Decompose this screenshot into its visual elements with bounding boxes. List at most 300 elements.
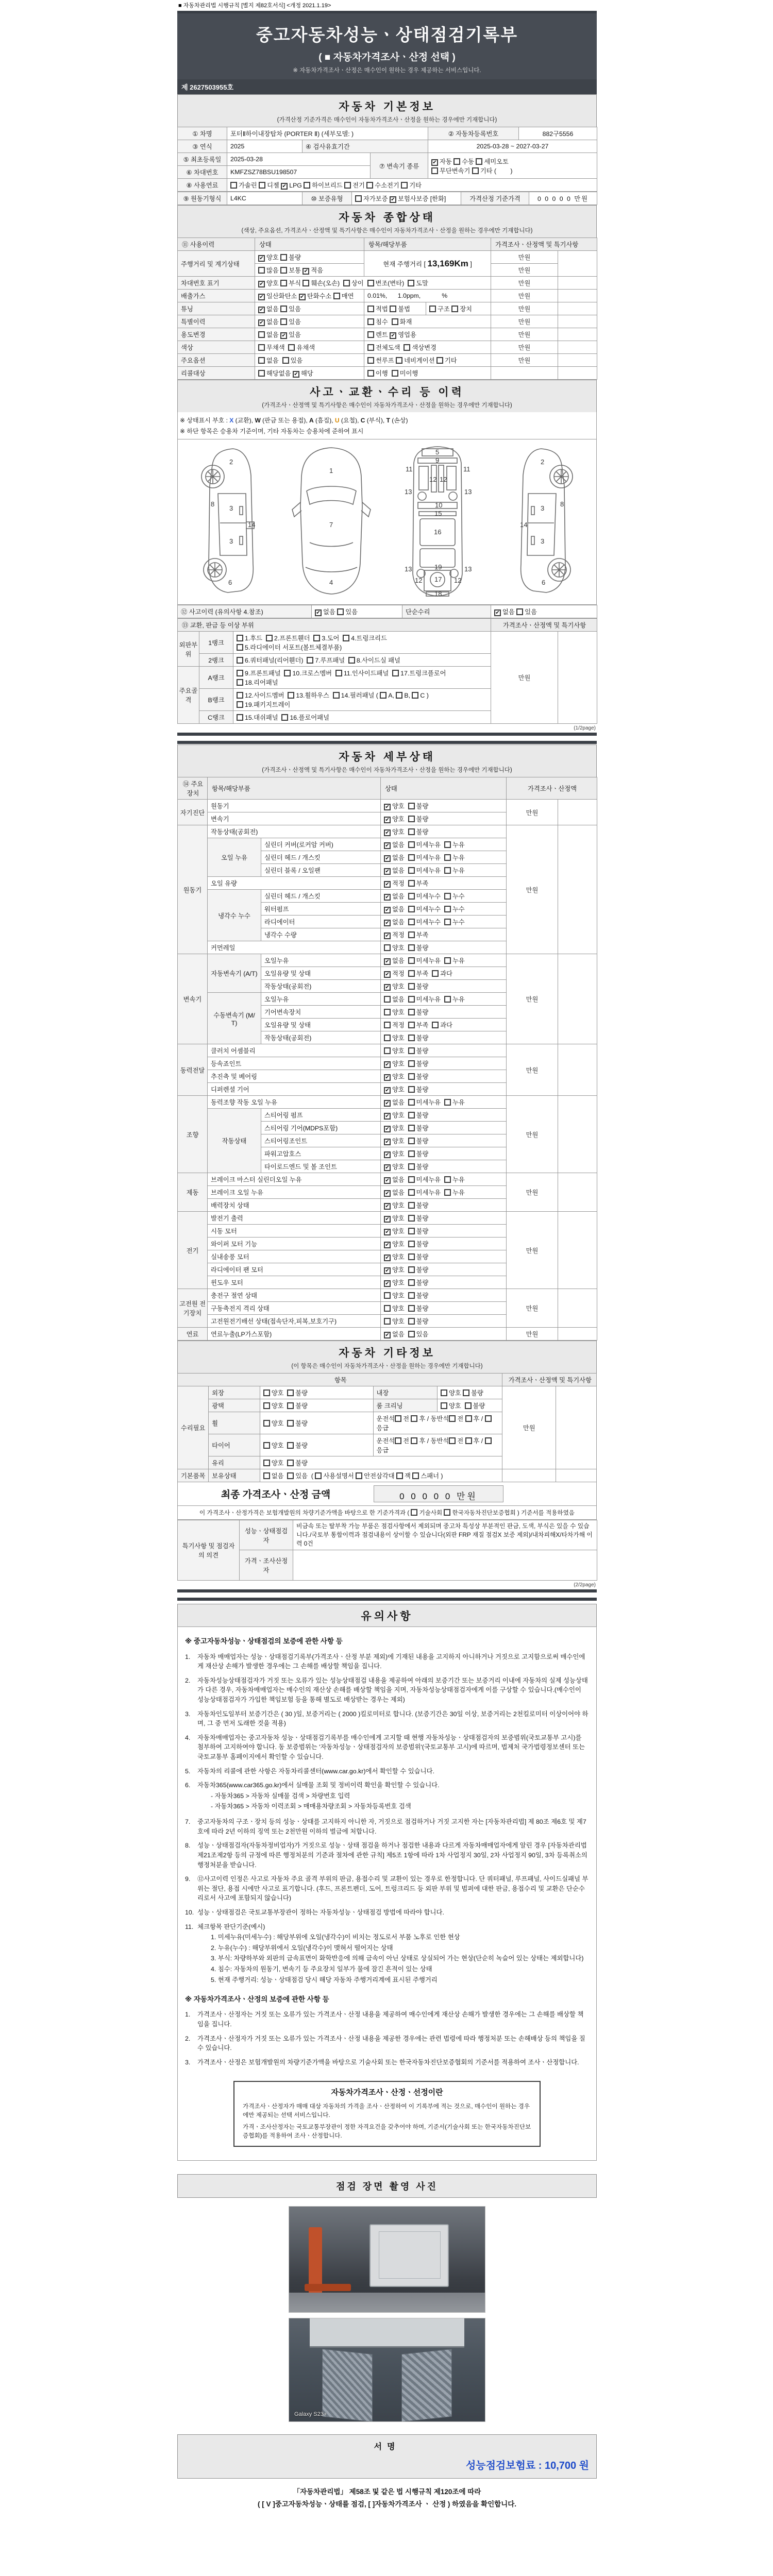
row-label: 특별이력	[178, 315, 255, 328]
comprehensive-subtitle: (색상, 주요옵션, 가격조사ㆍ산정액 및 특기사항은 매수인이 자동차가격조사ㆍ산정을 원하는 경우에만 기재합니다)	[241, 228, 533, 234]
engine-label: ⑨ 원동기형식	[178, 192, 227, 205]
checkbox-unchecked-icon	[476, 158, 482, 165]
col-item-part: 항목/해당부품	[364, 238, 491, 251]
notice-item-text: 자동차매매업자는 중고자동차 성능ㆍ상태점검기록부를 매수인에게 고지할 때 현행 자동차성능ㆍ상태점검자의 보증범위(국토교통부 고시)를 첨부하여 고지하여야 합니다. 동 보증범위는 '자동차성능ㆍ상태점검자의 보증범위'(국토교통부 고시)에 따르며, 법제처 국가법령정보센터 또는 국토교통부 홈페이지에서 확인할 수 있습니다.	[197, 1734, 585, 1761]
comprehensive-grid	[177, 238, 597, 380]
checkbox-unchecked-icon	[408, 1305, 415, 1312]
note-cell	[558, 1212, 597, 1289]
notice-item	[185, 1676, 589, 1705]
sub-group-label: 냉각수 누수	[208, 890, 261, 941]
state-checks: 적정 부족 과다	[381, 1019, 507, 1031]
note-cell	[558, 328, 597, 341]
comprehensive-title: 자동차 종합상태	[339, 212, 435, 224]
checkbox-unchecked-icon	[408, 854, 415, 861]
item-label: 고전원전기배선 상태(접속단자,피복,보호기구)	[208, 1315, 381, 1328]
checkbox-unchecked-icon	[367, 344, 374, 351]
car-diagram-underbody	[386, 445, 489, 599]
notice-item-text: 가격조사ㆍ산정은 보험개발원의 차량기준가액을 바탕으로 기술사회 또는 한국자동차진단보증협회의 기준서를 적용하여 조사ㆍ산정합니다.	[197, 2058, 579, 2066]
checkbox-checked-icon: ✔	[384, 920, 391, 926]
checkbox-unchecked-icon	[411, 1509, 417, 1516]
notice-item-number: 7.	[185, 1818, 191, 1826]
checkbox-unchecked-icon	[444, 867, 451, 874]
code-X: X	[229, 417, 234, 424]
checkbox-unchecked-icon	[237, 714, 243, 721]
item-label: 오일유량 및 상태	[261, 967, 381, 980]
checkbox-unchecked-icon	[412, 692, 418, 699]
checkbox-unchecked-icon	[408, 1150, 415, 1157]
checkbox-unchecked-icon	[348, 657, 355, 664]
svg-text:12: 12	[440, 476, 447, 483]
notice-heading: ※ 중고자동차성능ㆍ상태점검의 보증에 관한 사항 등	[185, 1637, 343, 1646]
state-checks: ✔ 없음 미세누수 누수	[381, 890, 507, 903]
definition-line-2: 가격ㆍ조사산정자는 국토교통부장관이 정한 자격요건을 갖추어야 하며, 기준서(기술사회 또는 한국자동차진단보증협회)를 적용하여 조사ㆍ산정합니다.	[243, 2123, 531, 2140]
checkbox-unchecked-icon	[444, 1189, 451, 1196]
row-checks: 없음 있음	[255, 354, 364, 367]
note-cell	[558, 800, 597, 825]
lift-ramp-left	[322, 2348, 373, 2421]
note-cell	[558, 341, 597, 354]
item-label: 작동상태(공회전)	[261, 1031, 381, 1044]
other-info-subtitle: (이 항목은 매수인이 자동차가격조사ㆍ산정을 원하는 경우에만 기재합니다)	[291, 1363, 483, 1369]
notice-title: 유의사항	[361, 1611, 413, 1623]
checkbox-unchecked-icon	[367, 370, 374, 377]
notice-item-number: 8.	[185, 1842, 191, 1850]
note-cell	[558, 367, 597, 380]
notice-item-number: 2.	[185, 1676, 191, 1684]
checkbox-checked-icon: ✔	[384, 933, 391, 939]
inspection-photo-2	[289, 2318, 485, 2422]
checkbox-checked-icon: ✔	[384, 1074, 391, 1081]
state-checks: ✔ 없음 미세누유 누유	[381, 838, 507, 851]
main-frame-group: 주요골격	[178, 667, 199, 724]
checkbox-checked-icon: ✔	[384, 1139, 391, 1145]
state-checks: ✔ 양호 불량	[381, 1122, 507, 1134]
checkbox-unchecked-icon	[366, 182, 373, 189]
sub-group-label: 수동변속기 (M/T)	[208, 993, 261, 1044]
notice-sub-item: 5. 현재 주행거리: 성능ㆍ상태점검 당시 해당 자동차 주행거리계에 표시된 주행거리	[211, 1976, 438, 1984]
sub-group-label: 자동변속기 (A/T)	[208, 954, 261, 993]
checkbox-unchecked-icon	[444, 1509, 450, 1516]
checkbox-unchecked-icon	[444, 1099, 451, 1106]
notice-item-text: 성능ㆍ상태점검자(자동차정비업자)가 거짓으로 성능ㆍ상태 점검을 하거나 점검한 내용과 다르게 자동차매매업자에게 알린 경우 [자동차관리법 제21조제2항 등의 규정에 따른 행정처분의 기준과 절차에 관한 규칙] 제5조 1항에 따라 1차 사업정지 30일, 2차 사업정지 90일, 3차 등록취소의 행정처분을 받습니다.	[197, 1842, 587, 1869]
checkbox-unchecked-icon	[485, 1415, 492, 1422]
svg-text:10: 10	[435, 501, 443, 509]
code-A: A	[309, 417, 314, 424]
checkbox-unchecked-icon	[432, 1022, 439, 1028]
checkbox-checked-icon: ✔	[293, 371, 299, 378]
note-cell	[558, 825, 597, 954]
state-checks: ✔ 양호 불량	[381, 1212, 507, 1225]
basic-items-group: 기본품목	[178, 1469, 209, 1482]
item-extra: 운전석 전 후 / 동반석 전 후 / 응급	[373, 1412, 502, 1434]
item-label: 오일누유	[261, 993, 381, 1006]
insurance-fee: 성능점검보험료 : 10,700 원	[465, 2460, 589, 2471]
item-checks-2: 양호 불량	[437, 1399, 502, 1412]
svg-text:11: 11	[406, 465, 413, 473]
checkbox-unchecked-icon	[380, 692, 386, 699]
device-group-label: 제동	[178, 1173, 208, 1212]
svg-text:3: 3	[541, 537, 545, 545]
item-label: 워터펌프	[261, 903, 381, 916]
outer-panel-group: 외판부위	[178, 632, 199, 667]
checkbox-unchecked-icon	[384, 1009, 391, 1015]
other-info-table	[177, 1373, 597, 1482]
checkbox-unchecked-icon	[485, 1437, 492, 1444]
checkbox-unchecked-icon	[408, 1047, 415, 1054]
checkbox-checked-icon: ✔	[384, 1280, 391, 1287]
state-checks: ✔ 없음 미세누유 누유	[381, 1186, 507, 1199]
price-header: 가격조사ㆍ산정액 및 특기사항	[491, 619, 597, 632]
checkbox-checked-icon: ✔	[384, 1087, 391, 1094]
checkbox-unchecked-icon	[384, 1318, 391, 1325]
checkbox-unchecked-icon	[263, 1420, 270, 1427]
amount-cell: 만원	[507, 954, 558, 1044]
vin-value: KMFZSZ78BSU198507	[227, 166, 371, 179]
row-checks: 적법 불법	[364, 302, 426, 315]
state-checks: ✔ 양호 불량	[381, 1276, 507, 1289]
state-checks: ✔ 양호 불량	[381, 1199, 507, 1212]
checkbox-unchecked-icon	[472, 167, 479, 174]
note-cell	[558, 1044, 597, 1096]
first-reg-value: 2025-03-28	[227, 153, 371, 166]
row-checks: 무채색 유채색	[255, 341, 364, 354]
checkbox-unchecked-icon	[237, 635, 243, 641]
state-checks: ✔ 양호 불량	[381, 1225, 507, 1238]
checkbox-unchecked-icon	[258, 344, 265, 351]
checkbox-unchecked-icon	[237, 670, 243, 676]
checkbox-unchecked-icon	[384, 996, 391, 1003]
transmission-checks: ✔ 자동 수동 세미오토 무단변속기 기타 ( )	[428, 153, 597, 179]
checkbox-unchecked-icon	[444, 893, 451, 900]
col-item: 항목	[178, 1374, 502, 1386]
amount-cell: 만원	[502, 1386, 556, 1469]
amount-cell: 만원	[491, 632, 558, 724]
note-cell	[558, 290, 597, 302]
price-survey-definition-box	[233, 2081, 541, 2147]
detail-grid	[177, 777, 597, 1341]
notice-item	[185, 1908, 589, 1918]
checkbox-checked-icon: ✔	[281, 183, 288, 190]
checkbox-unchecked-icon	[408, 906, 415, 912]
row-item: 썬루프 네비게이션 기타	[364, 354, 491, 367]
row-label: 주요옵션	[178, 354, 255, 367]
checkbox-unchecked-icon	[280, 318, 287, 325]
other-info-title: 자동차 기타정보	[339, 1347, 435, 1359]
checkbox-unchecked-icon	[259, 182, 265, 189]
notice-box	[177, 1626, 597, 2160]
item-label: 커먼레일	[208, 941, 381, 954]
checkbox-unchecked-icon	[237, 679, 243, 686]
checkbox-unchecked-icon	[288, 344, 295, 351]
notice-sub-item: - 자동차365 > 자동차 실매물 검색 > 차량번호 입력	[211, 1792, 350, 1800]
state-checks: ✔ 없음 미세누수 누수	[381, 916, 507, 928]
notice-item	[185, 2058, 589, 2067]
checkbox-unchecked-icon	[263, 1402, 270, 1409]
mileage-check-2: 많음 보통 ✔ 적음	[255, 264, 364, 277]
notice-item-number: 6.	[185, 1782, 191, 1789]
checkbox-unchecked-icon	[408, 1099, 415, 1106]
state-checks: 양호 불량	[381, 1289, 507, 1302]
status-code-legend	[177, 412, 597, 439]
notice-item-text: 체크항목 판단기준(예시) 1. 미세누유(미세누수) : 해당부위에 오일(냉각수)이 비치는 정도로서 부품 노후로 인한 현상 2. 누유(누수) : 해당부위에서 오일(냉각수)이 맺혀서 떨어지는 상태 3. 부식: 차량하부와 외판의 금속표면이 화학반응에 의해 금속이 아닌 상태로 상실되어 가는 현상(단순히 녹슬어 있는 상태는 제외합니다) 4. 침수: 자동차의 원동기, 변속기 등 주요장치 일부가 물에 잠긴 흔적이 있는 상태 5. 현재 주행거리: 성능ㆍ상태점검 당시 해당 자동차 주행거리계에 표시된 주행거리	[197, 1922, 589, 1986]
note-cell	[556, 1386, 597, 1469]
notice-item-number: 4.	[185, 1734, 191, 1741]
checkbox-checked-icon: ✔	[384, 1061, 391, 1068]
notice-item	[185, 1922, 589, 1986]
item-label: 라디에이터	[261, 916, 381, 928]
price-surveyor-label: 가격ㆍ조사산정자	[240, 1550, 293, 1581]
checkbox-unchecked-icon	[303, 280, 309, 286]
state-checks: 양호 불량	[381, 1006, 507, 1019]
checkbox-unchecked-icon	[281, 714, 288, 721]
checkbox-checked-icon: ✔	[303, 268, 309, 275]
checkbox-unchecked-icon	[408, 919, 415, 925]
detail-band	[177, 744, 597, 777]
item-label: 타이로드엔드 및 볼 조인트	[261, 1160, 381, 1173]
checkbox-unchecked-icon	[441, 1402, 447, 1409]
state-checks: ✔ 양호 불량	[381, 825, 507, 838]
state-checks: ✔ 적정 부족 과다	[381, 967, 507, 980]
svg-text:12: 12	[454, 577, 462, 584]
checkbox-unchecked-icon	[237, 657, 243, 664]
state-checks: 양호 불량	[381, 1315, 507, 1328]
checkbox-checked-icon: ✔	[258, 307, 265, 313]
rank-label: B랭크	[199, 689, 233, 711]
checkbox-unchecked-icon	[408, 944, 415, 951]
checkbox-unchecked-icon	[444, 841, 451, 848]
item-label: 구동축전지 격리 상태	[208, 1302, 381, 1315]
notice-item-text: 자동차의 리콜에 관한 사항은 자동차리콜센터(www.car.go.kr)에서 확인할 수 있습니다.	[197, 1767, 435, 1775]
final-price-row	[177, 1482, 597, 1506]
device-group-label: 자기진단	[178, 800, 208, 825]
item-label: 스티어링 기어(MDPS포함)	[261, 1122, 381, 1134]
row-label: 배출가스	[178, 290, 255, 302]
svg-text:6: 6	[228, 579, 232, 586]
checkbox-unchecked-icon	[432, 970, 439, 977]
checkbox-unchecked-icon	[280, 306, 287, 312]
item-label: 스티어링조인트	[261, 1134, 381, 1147]
col-state: 상태	[255, 238, 364, 251]
row-item: 이행 미이행	[364, 367, 491, 380]
item-label: 원동기	[208, 800, 381, 812]
notice-item	[185, 1709, 589, 1728]
checkbox-unchecked-icon	[337, 608, 344, 615]
warranty-label: ⑩ 보증유형	[303, 192, 352, 205]
item-label: 작동상태(공회전)	[208, 825, 381, 838]
checkbox-unchecked-icon	[408, 1073, 415, 1080]
inspection-label: ④ 검사유효기간	[303, 140, 428, 153]
checkbox-unchecked-icon	[344, 182, 351, 189]
checkbox-checked-icon: ✔	[384, 1203, 391, 1210]
checkbox-unchecked-icon	[258, 357, 265, 364]
basic-info-band	[177, 94, 597, 127]
item-label: 연료누출(LP가스포함)	[208, 1328, 381, 1341]
amount-cell: 만원	[507, 1212, 558, 1289]
final-price-note: 이 가격조사ㆍ산정가격은 보험개발원의 차량기준가액을 바탕으로 한 기준가격과 ( 기술사회 한국자동차진단보증협회 ) 기준서를 적용하였음	[177, 1506, 597, 1520]
checkbox-unchecked-icon	[408, 1292, 415, 1299]
checkbox-unchecked-icon	[307, 657, 313, 664]
amount-cell	[502, 1469, 556, 1482]
inspector-opinion-table	[177, 1520, 597, 1581]
checkbox-unchecked-icon	[408, 1253, 415, 1260]
svg-text:11: 11	[463, 465, 470, 473]
row-checks: 없음 ✔ 있음	[255, 328, 364, 341]
notice-items	[185, 1652, 589, 1986]
checkbox-unchecked-icon	[266, 635, 273, 641]
checkbox-unchecked-icon	[384, 1047, 391, 1054]
checkbox-checked-icon: ✔	[258, 281, 265, 287]
col-state: 상태	[381, 777, 507, 800]
checkbox-unchecked-icon	[408, 867, 415, 874]
section-separator	[177, 741, 597, 744]
checkbox-checked-icon: ✔	[384, 804, 391, 810]
checkbox-checked-icon: ✔	[384, 907, 391, 913]
checkbox-unchecked-icon	[287, 1442, 294, 1449]
checkbox-checked-icon: ✔	[299, 294, 306, 300]
item-label: 유리	[209, 1456, 260, 1469]
basic-info-table	[177, 127, 597, 205]
checkbox-unchecked-icon	[408, 1125, 415, 1131]
svg-text:12: 12	[415, 577, 423, 584]
checkbox-unchecked-icon	[408, 1241, 415, 1247]
checkbox-unchecked-icon	[333, 692, 340, 699]
basic-info-grid-2	[177, 192, 597, 205]
accident-history-table	[177, 605, 597, 724]
checkbox-unchecked-icon	[444, 957, 451, 964]
rank-grid	[177, 618, 597, 724]
state-checks: ✔ 양호 불량	[381, 1238, 507, 1250]
state-checks: ✔ 양호 불량	[381, 812, 507, 825]
signature-section	[177, 2434, 597, 2479]
row-checks: ✔ 일산화탄소 ✔ 탄화수소 매연	[255, 290, 364, 302]
item-label: 작동상태(공회전)	[261, 980, 381, 993]
row-item: 침수 화재	[364, 315, 491, 328]
amount-cell: 만원	[507, 1173, 558, 1212]
amount-cell: 만원	[491, 328, 558, 341]
notice-item	[185, 1874, 589, 1903]
checkbox-unchecked-icon	[465, 1415, 472, 1422]
state-checks: ✔ 양호 불량	[381, 1070, 507, 1083]
lift-ramp-right	[401, 2348, 452, 2421]
checkbox-unchecked-icon	[444, 854, 451, 861]
checkbox-checked-icon: ✔	[384, 971, 391, 978]
checkbox-unchecked-icon	[384, 1305, 391, 1312]
rank-items: 6.쿼터패널(리어휀더) 7.루프패널 8.사이드실 패널	[233, 654, 491, 667]
svg-text:15: 15	[434, 510, 442, 517]
confirmation-line-2: ( [ V ]중고자동차성능ㆍ상태를 점검, [ ]자동차가격조사 ㆍ 산정 ) 하였음을 확인합니다.	[257, 2500, 517, 2508]
item-label: 외장	[209, 1386, 260, 1399]
amount-cell: 만원	[507, 1096, 558, 1173]
service-note: ※ 자동차가격조사ㆍ산정은 매수인이 원하는 경우 제공하는 서비스입니다.	[293, 67, 481, 74]
checkbox-unchecked-icon	[395, 1415, 401, 1422]
notice-item	[185, 2010, 589, 2029]
item-label: 동력조향 작동 오일 누유	[208, 1096, 381, 1109]
checkbox-unchecked-icon	[411, 1437, 417, 1444]
section-separator	[177, 1598, 597, 1601]
item-label: 냉각수 수량	[261, 928, 381, 941]
item-label: 실린더 헤드 / 개스킷	[261, 890, 381, 903]
checkbox-unchecked-icon	[335, 670, 342, 676]
checkbox-unchecked-icon	[408, 893, 415, 900]
notice-item-text: 가격조사ㆍ산정자는 거짓 또는 오류가 있는 가격조사ㆍ산정 내용을 제공하여 매수인에게 재산상 손해가 발생한 경우에는 그 손해를 배상할 책임을 집니다.	[197, 2011, 584, 2028]
checkbox-unchecked-icon	[401, 182, 408, 189]
item-label: 오일유량 및 상태	[261, 1019, 381, 1031]
amount-cell: 만원	[507, 800, 558, 825]
row-checks: 구조 장치	[426, 302, 491, 315]
state-checks: ✔ 양호 불량	[381, 1134, 507, 1147]
checkbox-unchecked-icon	[396, 692, 402, 699]
col-major-device: ⑭ 주요장치	[178, 777, 208, 800]
checkbox-unchecked-icon	[453, 158, 460, 165]
car-diagram-left-side	[184, 445, 277, 599]
notice-sub-item: 1. 미세누유(미세누수) : 해당부위에 오일(냉각수)이 비치는 정도로서 부품 노후로 인한 현상	[211, 1934, 460, 1941]
form-reference-note: ■ 자동차관리법 시행규칙 [별지 제82호서식] <개정 2021.1.19>	[178, 3, 331, 9]
checkbox-unchecked-icon	[408, 1279, 415, 1286]
note-cell	[558, 315, 597, 328]
checkbox-unchecked-icon	[237, 701, 243, 708]
checkbox-checked-icon: ✔	[384, 1332, 391, 1338]
checkbox-unchecked-icon	[465, 1437, 472, 1444]
notice-item-number: 5.	[185, 1767, 191, 1775]
state-checks: ✔ 적정 부족	[381, 928, 507, 941]
item-checks: 양호 불량	[260, 1412, 373, 1434]
state-checks: ✔ 없음 미세누유 누유	[381, 864, 507, 877]
basic-info-title: 자동차 기본정보	[339, 101, 435, 113]
item-label: 시동 모터	[208, 1225, 381, 1238]
checkbox-unchecked-icon	[444, 906, 451, 912]
item-label: 실린더 헤드 / 개스킷	[261, 851, 381, 864]
rank-label: 2랭크	[199, 654, 233, 667]
row-item: 렌트 ✔ 영업용	[364, 328, 491, 341]
simple-repair-checks: ✔ 없음 있음	[491, 605, 597, 618]
checkbox-unchecked-icon	[408, 1112, 415, 1118]
rank-items: 9.프론트패널 10.크로스멤버 11.인사이드패널 17.트렁크플로어 18.리어패널	[233, 667, 491, 689]
checkbox-checked-icon: ✔	[494, 609, 501, 616]
document-number: 제 2627503955호	[177, 79, 597, 94]
checkbox-unchecked-icon	[280, 267, 287, 274]
simple-repair-label: 단순수리	[402, 605, 491, 618]
state-checks: ✔ 적정 부족	[381, 877, 507, 890]
amount-cell: 만원	[507, 1044, 558, 1096]
accident-grid	[177, 605, 597, 618]
state-checks: ✔ 없음 미세누유 누유	[381, 1096, 507, 1109]
checkbox-checked-icon: ✔	[390, 332, 396, 339]
checkbox-checked-icon: ✔	[384, 1164, 391, 1171]
item-label: 변속기	[208, 812, 381, 825]
amount-cell: 만원	[491, 354, 558, 367]
notice-item-text: 자동차성능상태점검자가 거짓 또는 오류가 있는 성능상태점검 내용을 제공하여 아래의 보증기간 또는 보증거리 이내에 자동차의 실제 성능상태가 다른 경우, 자동차매매업자는 매수인의 재산상 손해를 배상할 책임을 지며, 자동차성능상태점검자에게 이를 구상할 수 있습니다.(매수인이 성능상태점검자가 가입한 책임보험 등을 통해 별도로 배상받는 경우는 제외)	[197, 1676, 588, 1703]
note-cell	[558, 1096, 597, 1173]
checkbox-unchecked-icon	[441, 1389, 447, 1396]
svg-text:6: 6	[542, 579, 546, 586]
state-checks: ✔ 없음 미세누유 누유	[381, 1173, 507, 1186]
confirmation-statement	[177, 2486, 597, 2511]
checkbox-unchecked-icon	[408, 1215, 415, 1222]
checkbox-checked-icon: ✔	[258, 255, 265, 262]
checkbox-checked-icon: ✔	[384, 894, 391, 901]
rank-label: A랭크	[199, 667, 233, 689]
checkbox-unchecked-icon	[263, 1389, 270, 1396]
checkbox-unchecked-icon	[408, 1176, 415, 1183]
state-checks: ✔ 양호 불량	[381, 1109, 507, 1122]
checkbox-unchecked-icon	[367, 331, 374, 338]
notice-item	[185, 1781, 589, 1812]
checkbox-unchecked-icon	[384, 944, 391, 951]
device-group-label: 연료	[178, 1328, 208, 1341]
notice-item	[185, 2034, 589, 2053]
checkbox-unchecked-icon	[287, 1472, 294, 1479]
year-value: 2025	[227, 140, 303, 153]
